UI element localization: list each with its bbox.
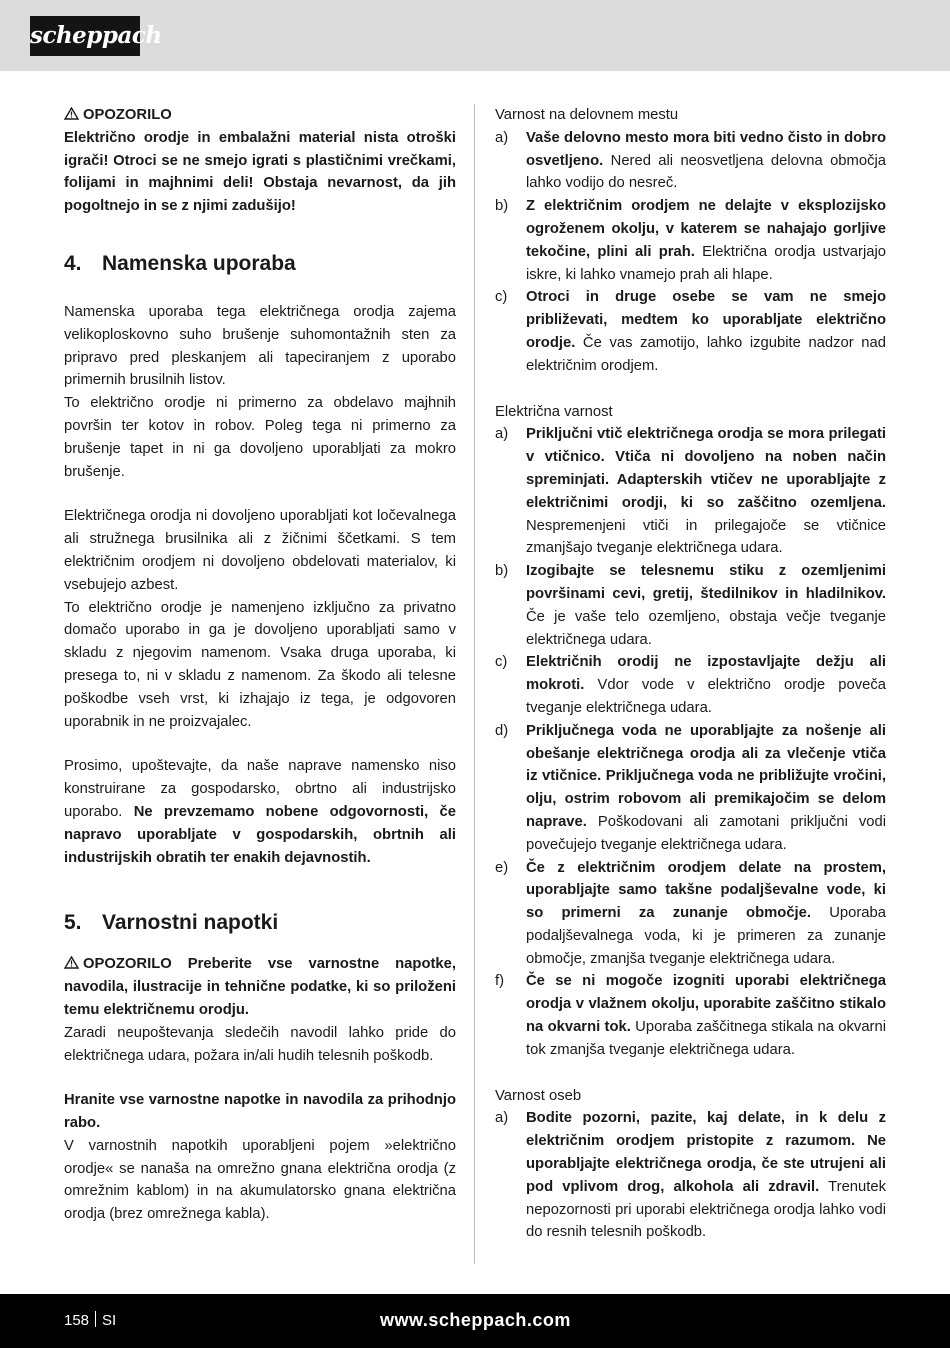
list-item-bold-text: Z električnim orodjem ne delajte v eksplozijsko ogroženem okolju, v katerem se nahajajo gorljive tekočine, plini ali prah. (526, 198, 886, 260)
list-item (495, 970, 886, 1061)
page-number-value: 158 (64, 1312, 90, 1329)
list-item (495, 651, 886, 719)
section-title: Namenska uporaba (102, 251, 296, 275)
list-item-label: c) (495, 654, 508, 671)
list-item-label: d) (495, 722, 509, 739)
paragraph: To električno orodje ni primerno za obdelavo majhnih površin ter kotov in robov. Poleg tega ni primerno za brušenje tapet in ni ga dovoljeno uporabljati za mokro brušenje. (64, 395, 456, 480)
list-item-bold-text: Otroci in druge osebe se vam ne smejo približevati, medtem ko uporabljate električno orodje. (526, 289, 886, 351)
list-item-label: e) (495, 859, 509, 876)
paragraph-bold: Hranite vse varnostne napotke in navodila za prihodnjo rabo. (64, 1092, 456, 1132)
header-bar (0, 0, 950, 71)
list-item-bold-text: Vaše delovno mesto mora biti vedno čisto in dobro osvetljeno. (526, 129, 886, 169)
list-item (495, 560, 886, 651)
left-column (64, 104, 456, 1226)
list-item-label: b) (495, 198, 509, 215)
subsection-title: Varnost na delovnem mestu (495, 107, 679, 123)
safety-list (495, 1107, 886, 1244)
section-5-heading (64, 909, 456, 937)
language-code: SI (102, 1312, 117, 1329)
safety-list (495, 423, 886, 1061)
section-number: 5. (64, 911, 82, 935)
list-item-bold-text: Če se ni mogoče izogniti uporabi električnega orodja v vlažnem okolju, uporabite zaščitno stikalo na okvarni tok. (526, 973, 886, 1036)
warning-triangle-icon (64, 107, 79, 120)
list-item-normal-text: Uporaba podaljševalnega voda, ki je primeren za zunanje območje, zmanjša tveganje električnega udara. (526, 905, 886, 967)
list-item-text (526, 423, 886, 560)
list-item (495, 720, 886, 857)
page-number (64, 1310, 116, 1332)
list-item-normal-text: Če je vaše telo ozemljeno, obstaja večje tveganje električnega udara. (526, 608, 886, 648)
subsection-title: Varnost oseb (495, 1087, 582, 1104)
paragraph: V varnostnih napotkih uporabljeni pojem »električno orodje« se nanaša na omrežno gnana električna orodja (z omrežnim kablom) in na akumulatorsko gnana električna orodja (brez omrežnega kabla). (64, 1137, 456, 1223)
list-item-normal-text: Poškodovani ali zamotani priključni vodi povečujejo tveganje električnega udara. (526, 813, 886, 853)
list-item-bold-text: Izogibajte se telesnemu stiku z ozemljenimi površinami cevi, gretij, štedilnikov in hladilnikov. (526, 563, 886, 602)
section-4-heading (64, 250, 456, 278)
paragraph-bold-text: Ne prevzemamo nobene odgovornosti, če napravo uporabljate v gospodarskih, obrtnih ali industrijskih obratih ter enakih dejavnostih. (64, 803, 456, 866)
list-item-label: b) (495, 563, 509, 580)
right-column (495, 104, 886, 1244)
brand-logo: scheppach (30, 16, 140, 56)
list-item-bold-text: Priključni vtič električnega orodja se mora prilegati v vtičnico. Vtiča ni dovoljeno na noben način spreminjati. Adapterskih vtičev ne uporabljajte z električnimi orodji, ki so zaščitno ozemljena. (526, 426, 886, 511)
warning-text-2: OPOZORILO Preberite vse varnostne napotke, navodila, ilustracije in tehnične podatke, ki so priloženi temu električnemu orodju. (64, 956, 456, 1018)
paragraph: Namenska uporaba tega električnega orodja zajema velikoploskovno suho brušenje suhomontažnih sten za pripravo pred pleskanjem ali tapeciranjem z uporabo primernih brusilnih listov. (64, 303, 456, 389)
list-item-bold-text: Priključnega voda ne uporabljajte za nošenje ali obešanje električnega orodja ali za vlečenje vtiča iz vtičnice. Priključnega voda ne približujte vročini, olju, ostrim robovom ali premikajočim se delom naprave. (526, 722, 886, 830)
list-item (495, 857, 886, 971)
list-item-normal-text: Vdor vode v električno orodje poveča tveganje električnega udara. (526, 677, 886, 716)
list-item-text (526, 720, 886, 857)
list-item (495, 1107, 886, 1244)
list-item-label: c) (495, 289, 508, 306)
section-number: 4. (64, 251, 82, 275)
safety-list (495, 127, 886, 378)
list-item-text (526, 651, 886, 719)
list-item-text (526, 286, 886, 377)
paragraph (64, 755, 456, 869)
list-item-text (526, 195, 886, 286)
list-item-normal-text: Uporaba zaščitnega stikala na okvarni tok zmanjša tveganje električnega udara. (526, 1019, 887, 1058)
list-item (495, 286, 886, 377)
list-item (495, 195, 886, 286)
list-item-label: a) (495, 129, 509, 146)
list-item-bold-text: Električnih orodij ne izpostavljajte dežju ali mokroti. (526, 654, 886, 694)
list-item-text (526, 127, 886, 195)
list-item-text (526, 1107, 886, 1244)
list-item-normal-text: Nered ali neosvetljena delovna območja lahko vodijo do nesreč. (526, 152, 886, 192)
paragraph-text: Prosimo, upoštevajte, da naše naprave namensko niso konstruirane za gospodarsko, obrtno ali industrijsko uporabo. (64, 758, 456, 820)
list-item-text (526, 560, 886, 651)
section-title: Varnostni napotki (102, 911, 279, 935)
footer-bar (0, 1294, 950, 1348)
subsection-title: Električna varnost (495, 403, 613, 420)
warning-title-1: OPOZORILO (64, 104, 456, 127)
list-item-text (526, 970, 886, 1061)
warning-text-1: Električno orodje in embalažni material nista otroški igrači! Otroci se ne smejo igrati s plastičnimi vrečkami, folijami in majhnimi deli! Obstaja nevarnost, da jih pogoltnejo in se z njimi zadušijo! (64, 129, 456, 215)
list-item-normal-text: Trenutek nepozornosti pri uporabi električnega orodja lahko vodi do resnih telesnih poškodb. (526, 1178, 886, 1241)
list-item-text (526, 857, 886, 971)
paragraph: Električnega orodja ni dovoljeno uporabljati kot ločevalnega ali stružnega brusilnika ali z žičnimi ščetkami. S tem električnim orodjem ni dovoljeno obdelovati materialov, ki vsebujejo azbest. (64, 508, 456, 593)
list-item-label: a) (495, 426, 509, 443)
list-item (495, 127, 886, 195)
column-divider (474, 104, 475, 1264)
list-item-normal-text: Nespremenjeni vtiči in prilegajoče se vtičnice zmanjšajo tveganje električnega udara. (526, 517, 886, 557)
separator (95, 1311, 96, 1327)
list-item-bold-text: Če z električnim orodjem delate na prostem, uporabljajte samo takšne podaljševalne vode, ki so primerni za zunanje območje. (526, 859, 886, 922)
paragraph: To električno orodje je namenjeno izključno za privatno domačo uporabo in ga je dovoljeno uporabljati samo v skladu z njegovim namenom. Vsaka druga uporaba, ki presega to, ni v skladu z namenom. Za škodo ali telesne poškodbe vseh vrst, ki izhajajo iz tega, je odgovoren uporabnik in ne proizvajalec. (64, 599, 456, 730)
list-item-label: a) (495, 1110, 509, 1127)
website-url[interactable]: www.scheppach.com (380, 1310, 571, 1330)
paragraph: Zaradi neupoštevanja sledečih navodil lahko pride do električnega udara, požara in/ali hudih telesnih poškodb. (64, 1024, 456, 1064)
list-item-normal-text: Če vas zamotijo, lahko izgubite nadzor nad električnim orodjem. (526, 334, 886, 374)
warning-triangle-icon (64, 956, 79, 969)
list-item (495, 423, 886, 560)
list-item-bold-text: Bodite pozorni, pazite, kaj delate, in k delu z električnim orodjem pristopite z razumom. Ne uporabljajte električnega orodja, če ste utrujeni ali pod vplivom drog, alkohola ali zdravil. (526, 1110, 886, 1195)
list-item-normal-text: Električna orodja ustvarjajo iskre, ki lahko vnamejo prah ali hlape. (526, 243, 886, 283)
list-item-label: f) (495, 973, 505, 990)
